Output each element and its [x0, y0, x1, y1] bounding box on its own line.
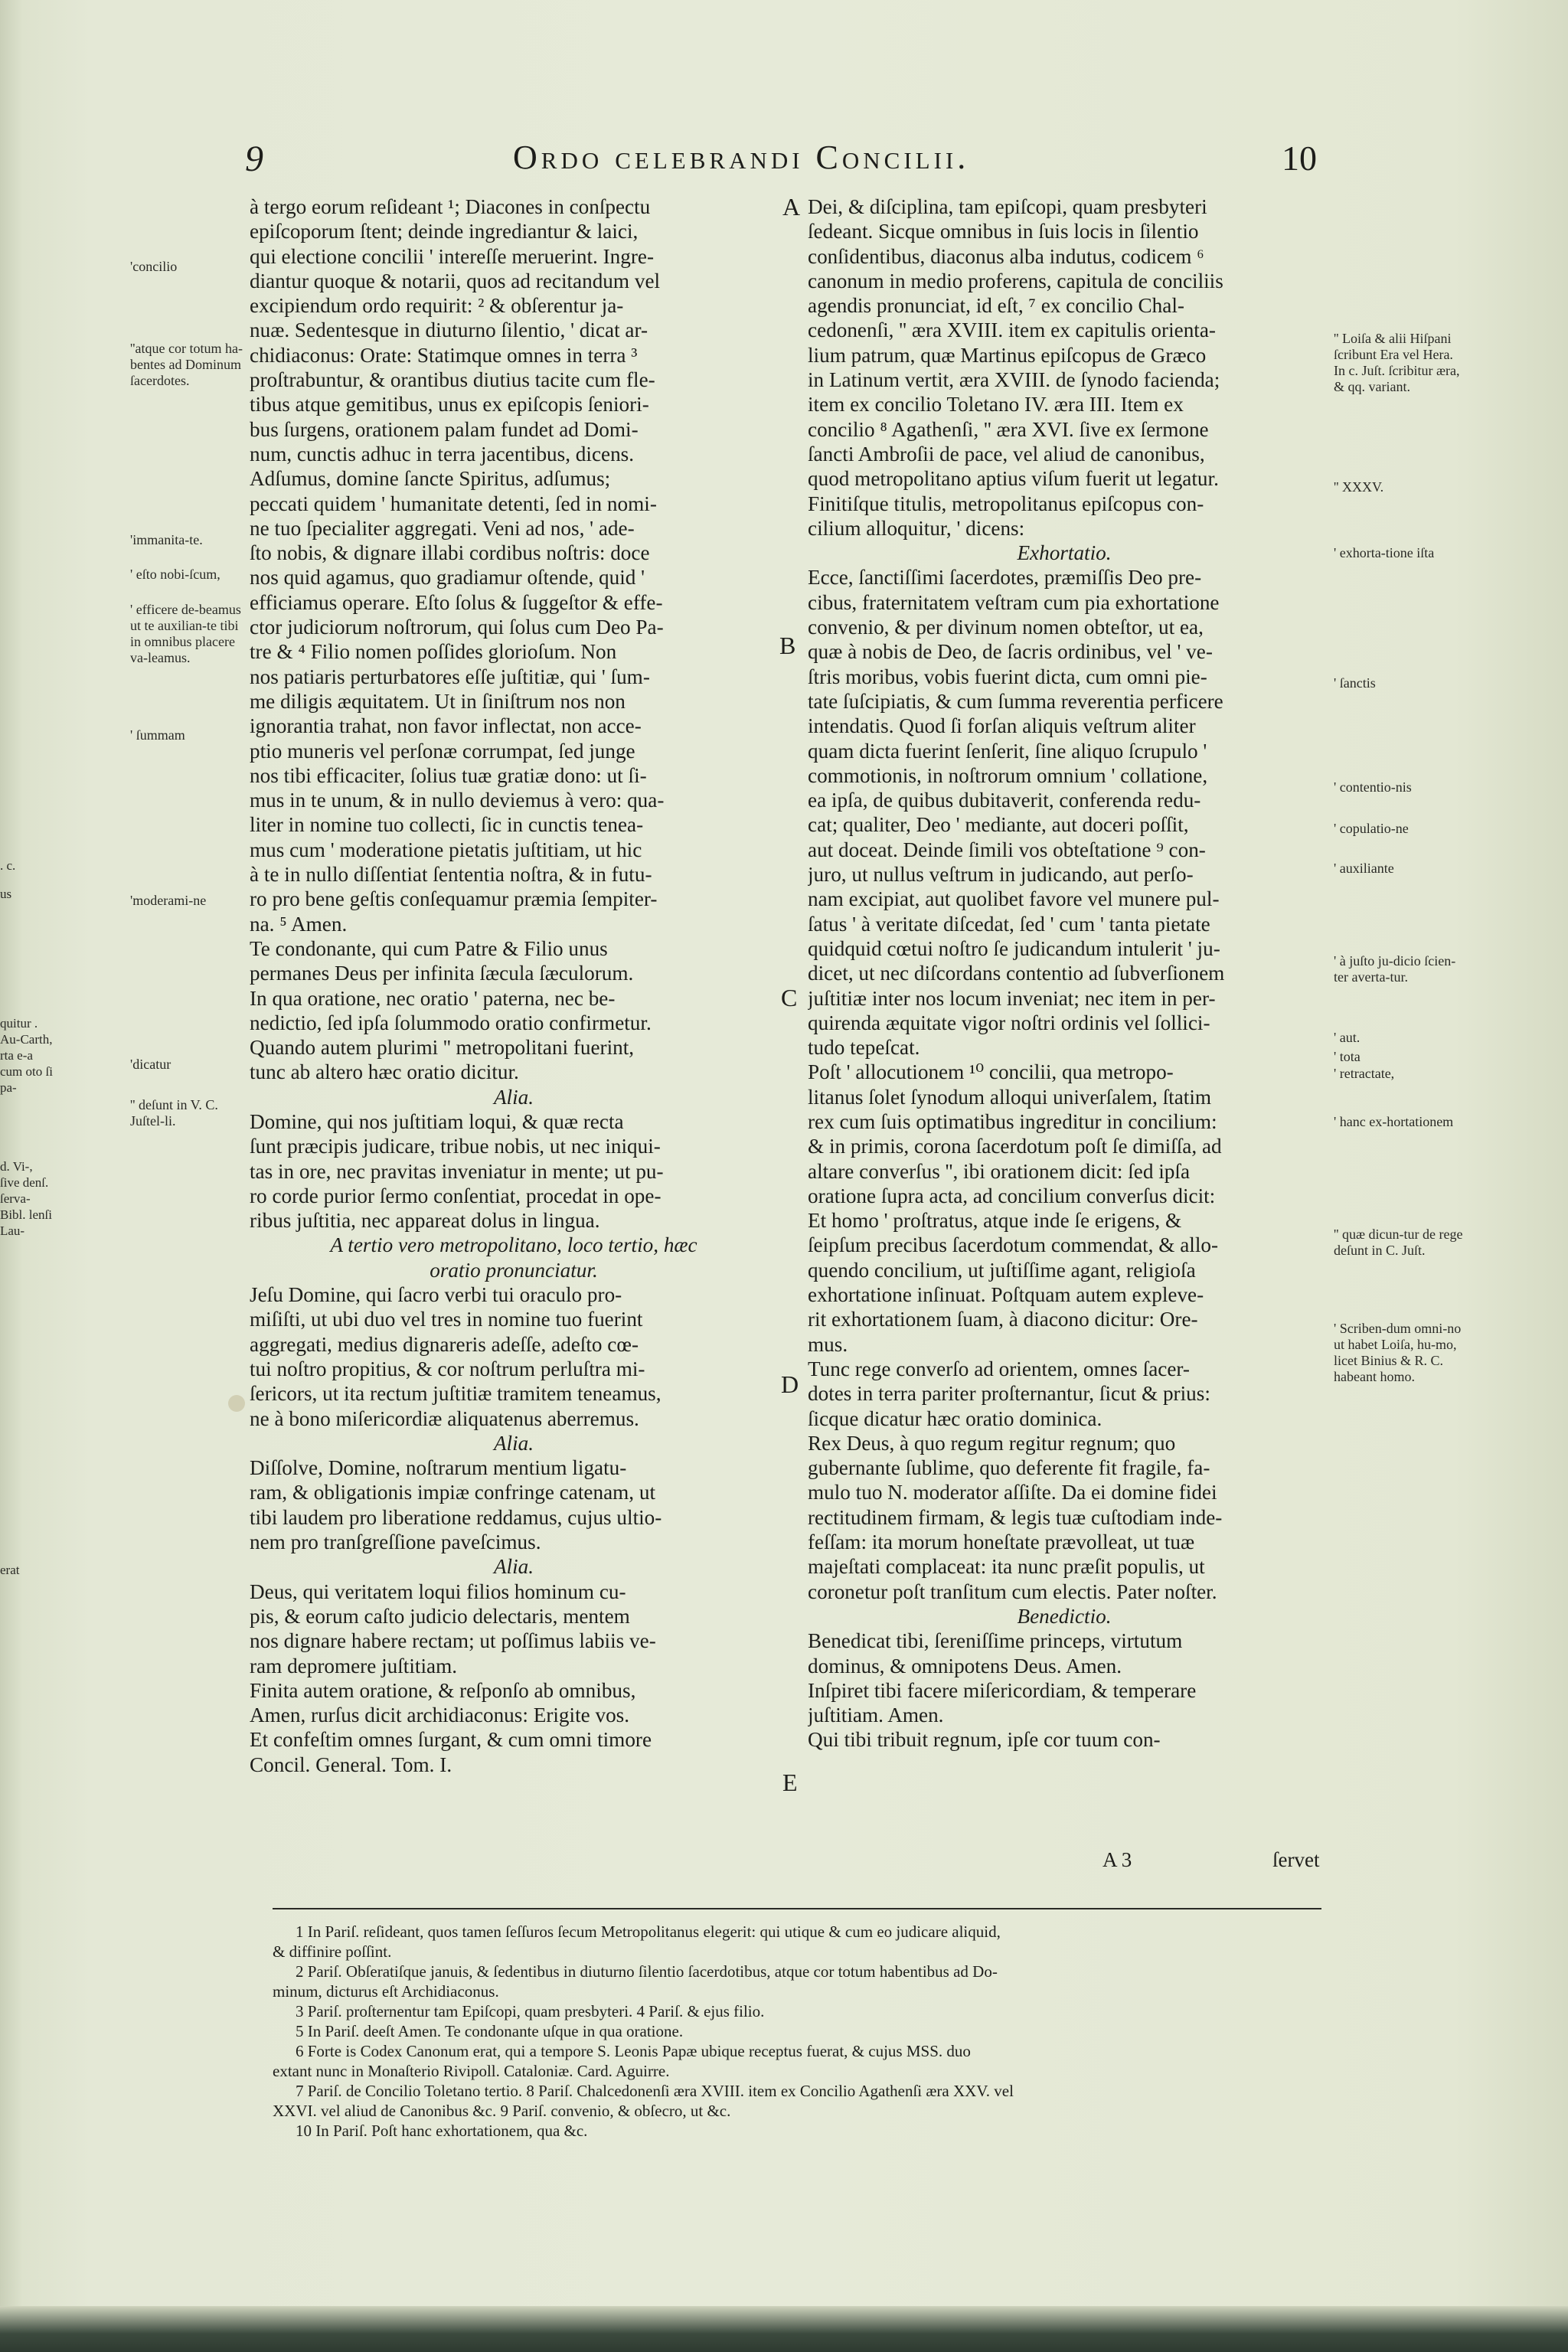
- scan-edge: [0, 2306, 1568, 2352]
- text-line: ſedeant. Sicque omnibus in ſuis locis in ſilentio: [808, 220, 1199, 243]
- text-line: Rex Deus, à quo regum regitur regnum; quo: [808, 1431, 1176, 1455]
- text-line: Quando autem plurimi '' metropolitani fuerint,: [250, 1036, 635, 1060]
- footnote-line: 2 Pariſ. Obſeratiſque januis, & ſedentibus in diuturno ſilentio ſacerdotibus, atque cor totum habentibus ad Do-: [296, 1962, 998, 1981]
- text-line: aut doceat. Deinde ſimili vos obteſtatione ⁹ con-: [808, 838, 1206, 861]
- text-line: ſancti Ambroſii de pace, vel aliud de canonibus,: [808, 442, 1205, 466]
- text-line: ctor judiciorum noſtrorum, qui ſolus cum Deo Pa-: [250, 616, 664, 639]
- text-line: nos tibi efficaciter, ſolius tuæ gratiæ dono: ut ſi-: [250, 763, 647, 787]
- text-line: nedictio, ſed ipſa ſolummodo oratio confirmetur.: [250, 1011, 652, 1034]
- text-line: à te in nullo diſſentiat ſententia noſtra, & in futu-: [250, 863, 652, 887]
- text-line: Dei, & diſciplina, tam epiſcopi, quam presbyteri: [808, 195, 1207, 218]
- text-line: ſtris moribus, vobis fuerint dicta, cum omni pie-: [808, 665, 1207, 688]
- facing-page-fragment: quitur . Au-Carth, rta e-a cum oto ſi pa-: [0, 1016, 53, 1095]
- text-line: ptio muneris vel perſonæ corrumpat, ſed junge: [250, 739, 635, 763]
- text-line: diantur quoque & notarii, quos ad recitandum vel: [250, 269, 661, 292]
- text-line: convenio, & per divinum nomen obteſtor, ut ea,: [808, 616, 1204, 639]
- text-line: Et homo ' proſtratus, atque inde ſe erigens, &: [808, 1209, 1182, 1233]
- text-line: intendatis. Quod ſi forſan aliquis veſtrum aliter: [808, 714, 1196, 738]
- text-line: quam dicta fuerint ſenſerit, ſine aliquo ſcrupulo ': [808, 739, 1207, 763]
- text-line: ſicque dicatur hæc oratio dominica.: [808, 1406, 1102, 1430]
- text-line: juro, ut nullus veſtrum in judicando, aut perſo-: [808, 863, 1194, 887]
- facing-page-fragment: . c.: [0, 858, 16, 873]
- text-line: quidquid cœtui noſtro ſe judicandum intulerit ' ju-: [808, 936, 1220, 960]
- right-margin-note: ' Scriben-dum omni-no ut habet Loiſa, hu-mo, licet Binius & R. C. habeant homo.: [1334, 1321, 1462, 1384]
- right-margin-note: ' à juſto ju-dicio ſcien-ter averta-tur.: [1334, 953, 1456, 985]
- text-line: bus ſurgens, orationem palam fundet ad Domi-: [250, 417, 639, 441]
- section-letter-e: E: [782, 1769, 798, 1796]
- text-line: Ecce, ſanctiſſimi ſacerdotes, præmiſſis Deo pre-: [808, 566, 1202, 590]
- left-margin-note: ''atque cor totum ha-bentes ad Dominum ſacerdotes.: [130, 341, 243, 388]
- text-line: tibus atque gemitibus, unus ex epiſcopis ſeniori-: [250, 393, 649, 416]
- text-line: nos quid agamus, quo gradiamur oſtende, quid ': [250, 566, 645, 590]
- text-line: ſericors, ut ita rectum juſtitiæ tramitem teneamus,: [250, 1382, 662, 1406]
- text-line: à tergo eorum reſideant ¹; Diacones in conſpectu: [250, 195, 651, 218]
- text-line: dominus, & omnipotens Deus. Amen.: [808, 1654, 1122, 1677]
- right-margin-note: '' Loiſa & alii Hiſpani ſcribunt Era vel Hera. In c. Juſt. ſcribitur æra, & qq. variant.: [1334, 331, 1460, 394]
- text-line: ro corde purior ſermo conſentiat, procedat in ope-: [250, 1184, 662, 1207]
- footnotes: [273, 1922, 1321, 2141]
- text-line: me diligis æquitatem. Ut in ſiniſtrum nos non: [250, 689, 626, 713]
- footnote-line: 3 Pariſ. proſternentur tam Epiſcopi, quam presbyteri. 4 Pariſ. & ejus filio.: [296, 2002, 765, 2020]
- page-header: [245, 138, 1317, 184]
- text-line: tudo tepeſcat.: [808, 1036, 920, 1060]
- text-line: ſto nobis, & dignare illabi cordibus noſtris: doce: [250, 541, 650, 565]
- running-title: Ordo celebrandi Concilii.: [513, 139, 970, 176]
- text-line: Diſſolve, Domine, noſtrarum mentium ligatu-: [250, 1456, 627, 1480]
- text-line: juſtitiam. Amen.: [808, 1704, 944, 1727]
- text-line: gubernante ſublime, quo deferente fit fragile, fa-: [808, 1456, 1210, 1480]
- text-line: concilio ⁸ Agathenſi, '' æra XVI. ſive ex ſermone: [808, 417, 1209, 441]
- text-line: Finita autem oratione, & reſponſo ab omnibus,: [250, 1678, 636, 1702]
- footnote-rule: [273, 1908, 1321, 1909]
- text-line: chidiaconus: Orate: Statimque omnes in terra ³: [250, 343, 638, 367]
- text-line: quirenda æquitate vigor noſtri ordinis vel ſollici-: [808, 1011, 1210, 1034]
- folio-left: 9: [245, 139, 263, 179]
- text-line: dotes in terra pariter proſternantur, ſicut & prius:: [808, 1382, 1210, 1406]
- text-line: in Latinum vertit, æra XVIII. de ſynodo facienda;: [808, 368, 1220, 392]
- text-line: Et confeſtim omnes ſurgant, & cum omni timore: [250, 1728, 652, 1752]
- footnote-line: 6 Forte is Codex Canonum erat, qui a tempore S. Leonis Papæ ubique receptus fuerat, & cujus MSS. duo: [296, 2042, 971, 2060]
- text-line: tre & ⁴ Filio nomen poſſides glorioſum. Non: [250, 640, 617, 664]
- text-line: ignorantia trahat, non favor inflectat, non acce-: [250, 714, 642, 738]
- text-line: Finitiſque titulis, metropolitanus epiſcopus con-: [808, 492, 1204, 515]
- left-text-column: [250, 194, 778, 1777]
- right-margin-note: ' auxiliante: [1334, 861, 1394, 876]
- text-line: miſiſti, ut ubi duo vel tres in nomine tuo fuerint: [250, 1308, 643, 1331]
- right-margin-note: ' tota: [1334, 1049, 1361, 1064]
- text-line: ro pro bene geſtis conſequamur præmia ſempiter-: [250, 887, 658, 911]
- text-line: Qui tibi tribuit regnum, ipſe cor tuum con-: [808, 1728, 1161, 1752]
- left-margin-note: ' efficere de-beamus ut te auxilian-te tibi in omnibus placere va-leamus.: [130, 602, 241, 665]
- paper-stain: [228, 1395, 245, 1412]
- facing-page-fragment: erat: [0, 1563, 20, 1577]
- text-line: nem pro tranſgreſſione paveſcimus.: [250, 1530, 541, 1554]
- text-line: excipiendum ordo requirit: ² & obſerentur ja-: [250, 294, 624, 318]
- text-line: Adſumus, domine ſancte Spiritus, adſumus;: [250, 467, 611, 491]
- text-line: na. ⁵ Amen.: [250, 912, 348, 936]
- text-line: mus cum ' moderatione pietatis juſtitiam, ut hic: [250, 838, 642, 861]
- text-line: Deus, qui veritatem loqui filios hominum cu-: [250, 1579, 626, 1603]
- text-line: Domine, qui nos juſtitiam loqui, & quæ recta: [250, 1109, 624, 1133]
- text-line: Amen, rurſus dicit archidiaconus: Erigite vos.: [250, 1704, 630, 1727]
- catchword: ſervet: [1272, 1848, 1320, 1871]
- footnote-line: XXVI. vel aliud de Canonibus &c. 9 Pariſ. convenio, & obſecro, ut &c.: [273, 2102, 731, 2120]
- text-line: Jeſu Domine, qui ſacro verbi tui oraculo pro-: [250, 1283, 622, 1307]
- footnote-line: 10 In Pariſ. Poſt hanc exhortationem, qua &c.: [296, 2122, 588, 2140]
- footnote-line: 1 In Pariſ. reſideant, quos tamen ſeſſuros ſecum Metropolitanus elegerit: qui utique & cum eo judicare aliquid,: [296, 1922, 1001, 1941]
- text-line: cilium alloquitur, ' dicens:: [808, 516, 1025, 540]
- left-margin-note: 'moderami-ne: [130, 893, 207, 908]
- text-line: cibus, fraternitatem veſtram cum pia exhortatione: [808, 590, 1220, 614]
- section-letter-c: C: [781, 984, 798, 1011]
- text-line: cedonenſi, '' æra XVIII. item ex capitulis orienta-: [808, 318, 1216, 342]
- right-margin-note: ' retractate,: [1334, 1066, 1395, 1081]
- facing-page-fragment: d. Vi-, ſive denſ. ſerva-Bibl. lenſi Lau-: [0, 1159, 52, 1238]
- text-line: item ex concilio Toletano IV. æra III. Item ex: [808, 393, 1184, 416]
- text-line: lium patrum, quæ Martinus epiſcopus de Græco: [808, 343, 1207, 367]
- text-line: commotionis, in noſtrorum omnium ' collatione,: [808, 763, 1208, 787]
- section-heading: Benedictio.: [1017, 1604, 1112, 1628]
- text-line: tui noſtro propitius, & cor noſtrum perluſtra mi-: [250, 1357, 645, 1380]
- text-line: cat; qualiter, Deo ' mediante, aut doceri poſſit,: [808, 813, 1189, 837]
- text-line: ſunt præcipis judicare, tribue nobis, ut nec iniqui-: [250, 1135, 661, 1158]
- text-line: pis, & eorum caſto judicio delectaris, mentem: [250, 1604, 630, 1628]
- text-line: feſſam: ita morum honeſtate prævolleat, ut tuæ: [808, 1530, 1195, 1554]
- text-line: tibi laudem pro liberatione reddamus, cujus ultio-: [250, 1505, 662, 1529]
- section-heading: Alia.: [493, 1431, 534, 1455]
- text-line: aggregati, medius dignareris adeſſe, adeſto cœ-: [250, 1332, 639, 1356]
- text-line: ſeipſum precibus ſacerdotum commendat, & allo-: [808, 1233, 1219, 1257]
- text-line: litanus ſolet ſynodum alloqui univerſalem, ſtatim: [808, 1085, 1212, 1109]
- text-line: ne à bono miſericordiæ aliquatenus aberremus.: [250, 1406, 639, 1430]
- text-line: mus in te unum, & in nullo deviemus à vero: qua-: [250, 789, 665, 812]
- left-margin-note: ' eſto nobi-ſcum,: [130, 567, 220, 582]
- text-line: ram, & obligationis impiæ confringe catenam, ut: [250, 1481, 656, 1504]
- footnote-line: 7 Pariſ. de Concilio Toletano tertio. 8 Pariſ. Chalcedonenſi æra XVIII. item ex Concilio Agathenſi æra XXV. vel: [296, 2082, 1014, 2100]
- footnote-line: 5 In Pariſ. deeſt Amen. Te condonante uſque in qua oratione.: [296, 2022, 684, 2040]
- text-line: proſtrabuntur, & orantibus diutius tacite cum fle-: [250, 368, 655, 392]
- section-heading: Alia.: [493, 1555, 534, 1579]
- text-line: Concil. General. Tom. I.: [250, 1753, 452, 1776]
- text-line: Benedicat tibi, ſereniſſime princeps, virtutum: [808, 1629, 1183, 1653]
- facing-page-fragment: us: [0, 887, 12, 901]
- text-line: juſtitiæ inter nos locum inveniat; nec item in per-: [808, 986, 1216, 1010]
- text-line: rit exhortationem ſuam, à diacono dicitur: Ore-: [808, 1308, 1198, 1331]
- text-line: ne tuo ſpecialiter aggregati. Veni ad nos, ' ade-: [250, 516, 635, 540]
- text-line: Tunc rege converſo ad orientem, omnes ſacer-: [808, 1357, 1190, 1380]
- section-letter-a: A: [782, 193, 801, 220]
- text-line: efficiamus operare. Eſto ſolus & ſuggeſtor & effe-: [250, 590, 663, 614]
- right-margin-note: ' ſanctis: [1334, 675, 1376, 691]
- text-line: ribus juſtitia, nec appareat dolus in lingua.: [250, 1209, 600, 1233]
- footnote-line: & diffinire poſſint.: [273, 1942, 392, 1961]
- section-letter-b: B: [779, 632, 796, 659]
- right-margin-note: ' copulatio-ne: [1334, 821, 1409, 836]
- text-line: mus.: [808, 1332, 848, 1356]
- right-margin-note: '' XXXV.: [1334, 479, 1384, 495]
- left-margin-note: 'immanita-te.: [130, 532, 203, 547]
- text-line: nam excipiat, aut quolibet favore vel munere pul-: [808, 887, 1220, 911]
- footnote-line: minum, dicturus eſt Archidiaconus.: [273, 1982, 499, 2001]
- text-line: ſatus ' à veritate diſcedat, ſed ' cum ' tanta pietate: [808, 912, 1210, 936]
- text-line: quæ à nobis de Deo, de ſacris ordinibus, vel ' ve-: [808, 640, 1213, 664]
- text-line: ram depromere juſtitiam.: [250, 1654, 458, 1677]
- text-line: permanes Deus per infinita ſæcula ſæculorum.: [250, 962, 634, 985]
- text-line: ea ipſa, de quibus dubitaverit, conferenda redu-: [808, 789, 1201, 812]
- section-heading: oratio pronunciatur.: [430, 1258, 598, 1282]
- text-line: canonum in medio proferens, capitula de conciliis: [808, 269, 1223, 292]
- text-line: nos dignare habere rectam; ut poſſimus labiis ve-: [250, 1629, 656, 1653]
- text-line: nuæ. Sedentesque in diuturno ſilentio, ' dicat ar-: [250, 318, 648, 342]
- right-text-column: [808, 194, 1321, 1753]
- text-line: & in primis, corona ſacerdotum poſt ſe dimiſſa, ad: [808, 1135, 1222, 1158]
- left-margin-note: ' ſummam: [130, 727, 185, 743]
- right-margin-note: ' contentio-nis: [1334, 779, 1412, 795]
- section-heading: Alia.: [493, 1085, 534, 1109]
- folio-right: 10: [1282, 139, 1317, 178]
- section-letter-d: D: [781, 1370, 799, 1398]
- text-line: agendis pronunciat, id eſt, ⁷ ex concilio Chal-: [808, 294, 1184, 318]
- text-line: tas in ore, nec pravitas inveniatur in mente; ut pu-: [250, 1159, 664, 1183]
- text-line: In qua oratione, nec oratio ' paterna, nec be-: [250, 986, 616, 1010]
- right-margin-note: ' hanc ex-hortationem: [1334, 1114, 1454, 1129]
- text-line: altare converſus '', ibi orationem dicit: ſed ipſa: [808, 1159, 1191, 1183]
- text-line: quod metropolitano aptius viſum fuerit ut legatur.: [808, 467, 1219, 491]
- text-line: rex cum ſuis optimatibus ingreditur in concilium:: [808, 1109, 1217, 1133]
- text-line: dicet, ut nec diſcordans contentio ad ſubverſionem: [808, 962, 1225, 985]
- text-line: nos patiaris perturbatores eſſe juſtitiæ, qui ' ſum-: [250, 665, 650, 688]
- section-heading: A tertio vero metropolitano, loco tertio, hæc: [330, 1233, 697, 1257]
- text-line: Poſt ' allocutionem ¹⁰ concilii, qua metropo-: [808, 1060, 1174, 1084]
- left-margin-note: '' deſunt in V. C. Juſtel-li.: [130, 1097, 218, 1129]
- text-line: rectitudinem firmam, & legis tuæ cuſtodiam inde-: [808, 1505, 1223, 1529]
- text-line: quendo concilium, ut juſtiſſime agant, religioſa: [808, 1258, 1196, 1282]
- footnote-line: extant nunc in Monaſterio Rivipoll. Cataloniæ. Card. Aguirre.: [273, 2062, 670, 2080]
- text-line: liter in nomine tuo collecti, ſic in cunctis tenea-: [250, 813, 644, 837]
- section-heading: Exhortatio.: [1017, 541, 1112, 565]
- right-margin-note: ' exhorta-tione iſta: [1334, 545, 1435, 560]
- text-line: peccati quidem ' humanitate detenti, ſed in nomi-: [250, 492, 657, 515]
- signature-mark: A 3: [1102, 1848, 1132, 1871]
- text-line: epiſcoporum ſtent; deinde ingrediantur & laici,: [250, 220, 639, 243]
- text-line: Inſpiret tibi facere miſericordiam, & temperare: [808, 1678, 1197, 1702]
- text-line: Te condonante, qui cum Patre & Filio unus: [250, 936, 608, 960]
- text-line: tate ſuſcipiatis, & cum ſumma reverentia perficere: [808, 689, 1223, 713]
- text-line: num, cunctis adhuc in terra jacentibus, dicens.: [250, 442, 635, 466]
- text-line: qui electione concilii ' intereſſe meruerint. Ingre-: [250, 244, 655, 268]
- left-margin-note: 'concilio: [130, 259, 178, 274]
- text-line: mulo tuo N. moderator aſſiſte. Da ei domine fidei: [808, 1481, 1217, 1504]
- left-margin-note: 'dicatur: [130, 1057, 172, 1072]
- right-margin-note: '' quæ dicun-tur de rege deſunt in C. Juſt.: [1334, 1227, 1463, 1258]
- text-line: oratione ſupra acta, ad concilium converſus dicit:: [808, 1184, 1216, 1207]
- text-line: tunc ab altero hæc oratio dicitur.: [250, 1060, 519, 1084]
- text-line: exhortatione inſinuat. Poſtquam autem expleve-: [808, 1283, 1204, 1307]
- right-margin-note: ' aut.: [1334, 1030, 1361, 1045]
- text-line: coronetur poſt tranſitum cum electis. Pater noſter.: [808, 1579, 1217, 1603]
- text-line: majeſtati complaceat: ita nunc præſit populis, ut: [808, 1555, 1205, 1579]
- text-line: conſidentibus, diaconus alba indutus, codicem ⁶: [808, 244, 1204, 268]
